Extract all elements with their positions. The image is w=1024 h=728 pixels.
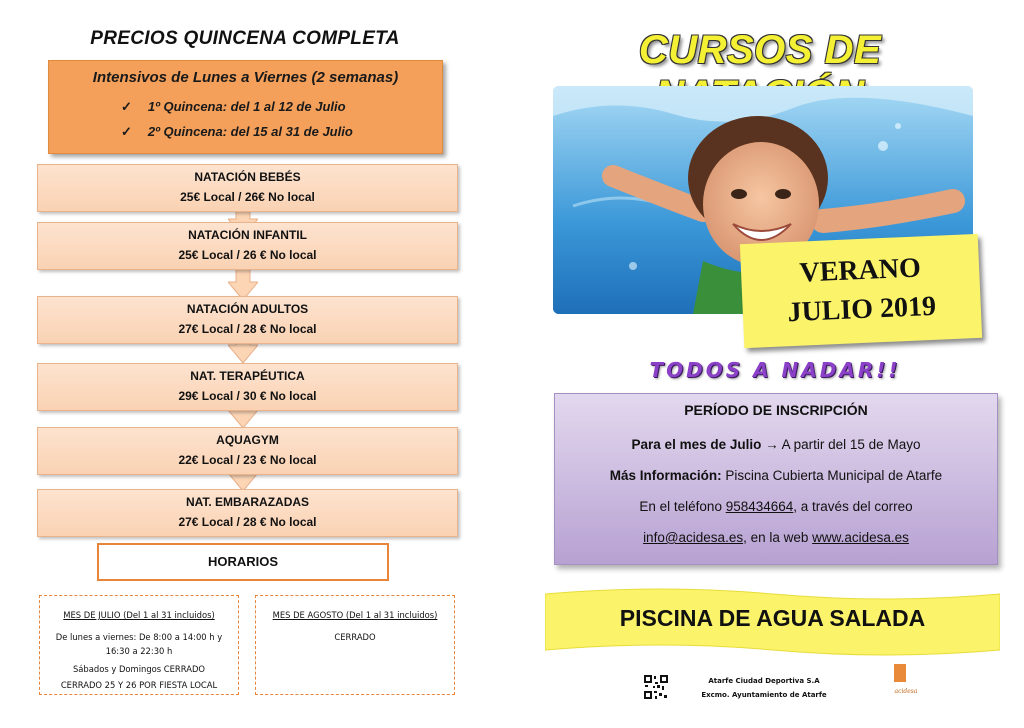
course-price: 29€ Local / 30 € No local [178, 389, 317, 403]
inscription-line-2 [555, 468, 997, 483]
logo-square [894, 664, 906, 682]
info-place: Piscina Cubierta Municipal de Atarfe [725, 468, 943, 483]
price-box-embarazadas [37, 489, 458, 537]
price-box-bebes [37, 164, 458, 212]
info-label: Más Información: [609, 468, 722, 483]
intensive-heading: Intensivos de Lunes a Viernes (2 semanas) [92, 69, 399, 86]
schedule-july-line: 16:30 a 22:30 h [105, 646, 173, 656]
schedule-july-line: De lunes a viernes: De 8:00 a 14:00 h y [55, 632, 223, 642]
inscription-line-3 [555, 499, 997, 514]
fortnight-2 [121, 124, 353, 140]
schedule-august-title: MES DE AGOSTO (Del 1 al 31 incluidos) [272, 610, 438, 620]
schedule-july-line: Sábados y Domingos CERRADO [72, 664, 206, 674]
logo-text: acidesa [894, 688, 918, 695]
right-arrow-icon: → [765, 437, 779, 452]
price-box-aquagym [37, 427, 458, 475]
course-price: 25€ Local / 26€ No local [180, 190, 315, 204]
inscription-box [554, 393, 998, 565]
footer-organization [694, 674, 834, 702]
course-price: 27€ Local / 28 € No local [178, 515, 317, 529]
slogan: TODOS A NADAR!! [649, 358, 901, 382]
fortnight-1 [121, 99, 346, 115]
course-name: AQUAGYM [216, 433, 279, 447]
summer-date-note [740, 234, 982, 348]
schedule-july [39, 595, 239, 695]
intensive-box [48, 60, 443, 154]
schedule-july-line: CERRADO 25 Y 26 POR FIESTA LOCAL [60, 680, 218, 690]
schedule-august [255, 595, 455, 695]
price-box-terapeutica [37, 363, 458, 411]
fortnight-1-text: 1º Quincena: del 1 al 12 de Julio [147, 99, 346, 114]
qr-code-icon [643, 674, 669, 700]
schedule-august-line: CERRADO [334, 632, 376, 642]
prices-title: PRECIOS QUINCENA COMPLETA [90, 28, 400, 49]
salt-water-banner [545, 588, 1000, 656]
fortnight-2-text: 2º Quincena: del 15 al 31 de Julio [147, 124, 353, 139]
course-name: NATACIÓN INFANTIL [188, 228, 307, 242]
course-name: NAT. TERAPÉUTICA [190, 369, 305, 383]
course-name: NAT. EMBARAZADAS [185, 495, 310, 509]
banner-text: PISCINA DE AGUA SALADA [619, 605, 926, 631]
inscription-line-1 [555, 437, 997, 452]
inscription-date: A partir del 15 de Mayo [781, 437, 921, 452]
schedule-july-title: MES DE JULIO (Del 1 al 31 incluidos) [63, 610, 215, 620]
course-price: 25€ Local / 26 € No local [178, 248, 317, 262]
phone-link[interactable]: 958434664 [725, 499, 794, 514]
course-name: NATACIÓN BEBÉS [194, 170, 301, 184]
inscription-month: Para el mes de Julio [631, 437, 762, 452]
price-box-adultos [37, 296, 458, 344]
phone-label: En el teléfono [639, 499, 726, 514]
inscription-title: PERÍODO DE INSCRIPCIÓN [684, 402, 868, 418]
note-line-2: JULIO 2019 [786, 290, 937, 329]
course-price: 22€ Local / 23 € No local [178, 453, 317, 467]
course-name: NATACIÓN ADULTOS [186, 302, 309, 316]
email-link[interactable]: info@acidesa.es [643, 530, 744, 545]
horarios-heading: HORARIOS [97, 543, 389, 581]
footer-line-2: Excmo. Ayuntamiento de Atarfe [701, 691, 827, 699]
checkmark-icon: ✓ [121, 99, 132, 114]
web-label: , en la web [743, 530, 813, 545]
footer-line-1: Atarfe Ciudad Deportiva S.A [708, 677, 820, 685]
course-price: 27€ Local / 28 € No local [178, 322, 317, 336]
inscription-line-4 [555, 530, 997, 545]
email-label: , a través del correo [793, 499, 913, 514]
checkmark-icon: ✓ [121, 124, 132, 139]
price-box-infantil [37, 222, 458, 270]
web-link[interactable]: www.acidesa.es [812, 530, 909, 545]
note-line-1: VERANO [798, 252, 922, 289]
main-title: CURSOS DE [638, 28, 882, 72]
acidesa-logo [891, 662, 921, 700]
